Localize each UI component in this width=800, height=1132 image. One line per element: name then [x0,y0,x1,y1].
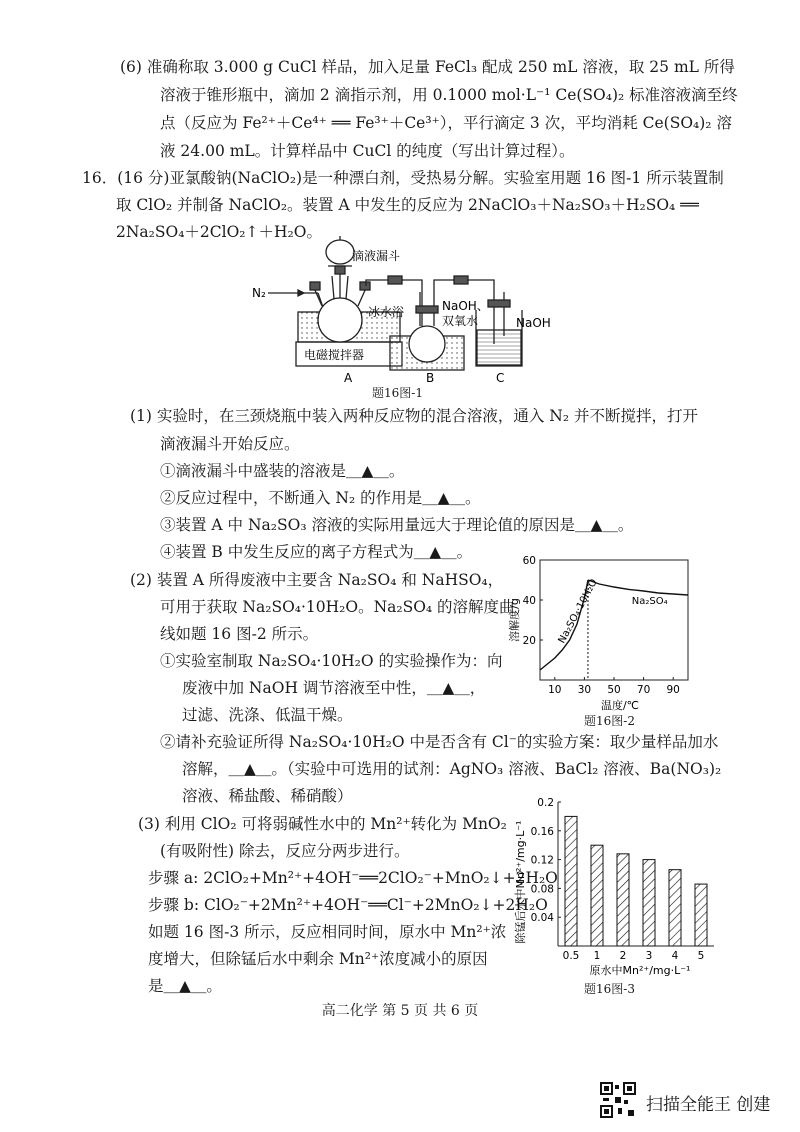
flask-b [409,326,445,362]
q15-6-line1: (6) 准确称取 3.000 g CuCl 样品，加入足量 FeCl₃ 配成 250 mL 溶液，取 25 mL 所得 [120,58,735,76]
p3-line2: (有吸附性) 除去，反应分两步进行。 [160,842,410,860]
q15-6-line3: 点（反应为 Fe²⁺＋Ce⁴⁺ ══ Fe³⁺＋Ce³⁺），平行滴定 3 次，平均消耗 Ce(SO₄)₂ 溶 [160,114,732,132]
series-label-decahydrate: Na₂SO₄·10H₂O [556,577,600,646]
series-line-1 [588,580,688,595]
x-tick-label: 4 [671,950,679,962]
naoh-label: NaOH [516,316,551,330]
bar-0.5 [565,816,577,946]
scanner-watermark: 扫描全能王 创建 [646,1095,771,1115]
p3-line1: (3) 利用 ClO₂ 可将弱碱性水中的 Mn²⁺转化为 MnO₂ [138,815,507,833]
p2-line9: 溶液、稀盐酸、稀硝酸） [182,787,353,805]
p2-line5: 废液中加 NaOH 调节溶液至中性，＿▲＿， [182,679,486,697]
x-axis-label: 原水中Mn²⁺/mg·L⁻¹ [589,964,691,977]
p2-line6: 过滤、洗涤、低温干燥。 [182,706,353,724]
funnel-label: 滴液漏斗 [352,249,401,263]
p1-line2: 滴液漏斗开始反应。 [160,435,300,453]
n2-label: N₂ [252,286,266,300]
n2-arrow-head [298,290,304,296]
q15-6-line2: 溶液于锥形瓶中，滴加 2 滴指示剂，用 0.1000 mol·L⁻¹ Ce(SO₄)₂ 标准溶液滴至终 [160,86,738,104]
p3-step-a: 步骤 a: 2ClO₂+Mn²⁺+4OH⁻══2ClO₂⁻+MnO₂↓+2H₂O [148,869,558,887]
x-tick-label: 50 [607,684,621,696]
ice-bath-label: 冰水浴 [368,305,405,319]
x-tick-label: 0.5 [562,950,580,962]
x-tick-label: 30 [577,684,592,696]
x-tick-label: 90 [666,684,680,696]
p2-line3: 线如题 16 图-2 所示。 [160,625,319,643]
q15-6-line4: 液 24.00 mL。计算样品中 CuCl 的纯度（写出计算过程）。 [160,142,575,160]
p3-line5: 如题 16 图-3 所示，反应相同时间，原水中 Mn²⁺浓 [148,923,507,941]
x-axis-label: 温度/℃ [600,699,640,712]
p1-line1: (1) 实验时，在三颈烧瓶中装入两种反应物的混合溶液，通入 N₂ 并不断搅拌，打开 [130,407,699,425]
p2-line4: ①实验室制取 Na₂SO₄·10H₂O 的实验操作为：向 [160,652,503,670]
fig16-1-caption: 题16图-1 [372,386,423,400]
x-tick-label: 2 [619,950,627,962]
y-tick-label: 20 [522,635,536,647]
p3-line7: 是＿▲＿。 [148,977,222,995]
y-tick-label: 0.2 [537,797,554,809]
p1-sub2: ②反应过程中，不断通入 N₂ 的作用是＿▲＿。 [160,489,481,507]
p2-line8: 溶解，＿▲＿。（实验中可选用的试剂：AgNO₃ 溶液、BaCl₂ 溶液、Ba(NO₃)₂ [182,760,722,778]
bar-3 [643,860,655,946]
y-tick-label: 0.08 [530,883,554,896]
y-tick-label: 0.04 [530,912,554,925]
x-tick-label: 10 [548,684,562,696]
p2-line7: ②请补充验证所得 Na₂SO₄·10H₂O 中是否含有 Cl⁻的实验方案：取少量样品加水 [160,733,719,751]
y-axis-label: 除锰后水中Mn²⁺/mg·L⁻¹ [514,820,527,944]
p1-sub1: ①滴液漏斗中盛装的溶液是＿▲＿。 [160,462,405,480]
qr-code-icon [600,1082,636,1118]
fig16-2-caption: 题16图-2 [584,714,635,728]
label-c: C [496,371,505,385]
p1-sub3: ③装置 A 中 Na₂SO₃ 溶液的实际用量远大于理论值的原因是＿▲＿。 [160,516,634,534]
three-neck-flask-a [318,298,362,342]
solubility-chart [506,552,696,730]
y-axis-label: 溶解度/g [508,598,521,642]
dropping-funnel [326,240,354,264]
bar-5 [695,884,707,946]
stirrer-label: 电磁搅拌器 [304,348,365,362]
x-tick-label: 1 [593,950,601,962]
page-footer: 高二化学 第 5 页 共 6 页 [321,1003,479,1019]
manganese-bar-chart [508,796,722,984]
q16-stem-line3: 2Na₂SO₄＋2ClO₂↑＋H₂O。 [116,223,322,241]
x-tick-label: 3 [645,950,653,962]
naoh-h2o2-label-2: 双氧水 [442,314,479,328]
x-tick-label: 5 [697,950,705,962]
p2-line1: (2) 装置 A 所得废液中主要含 Na₂SO₄ 和 NaHSO₄， [130,571,504,589]
y-tick-label: 0.16 [530,825,554,838]
p3-step-b: 步骤 b: ClO₂⁻+2Mn²⁺+4OH⁻══Cl⁻+2MnO₂↓+2H₂O [148,896,548,914]
naoh-h2o2-label-1: NaOH、 [442,299,489,313]
p2-line2: 可用于获取 Na₂SO₄·10H₂O。Na₂SO₄ 的溶解度曲 [160,598,515,616]
apparatus-figure [240,236,570,396]
p1-sub4: ④装置 B 中发生反应的离子方程式为＿▲＿。 [160,543,473,561]
x-tick-label: 70 [636,684,651,696]
p3-line6: 度增大，但除锰后水中剩余 Mn²⁺浓度减小的原因 [148,950,488,968]
bar-4 [669,870,681,946]
q16-stem-line1: 16．(16 分)亚氯酸钠(NaClO₂)是一种漂白剂，受热易分解。实验室用题 16 图-1 所示装置制 [82,169,724,187]
y-tick-label: 60 [522,555,536,567]
bar-1 [591,845,603,946]
fig16-3-caption: 题16图-3 [584,982,635,996]
label-b: B [426,371,435,385]
bar-2 [617,854,629,946]
q16-stem-line2: 取 ClO₂ 并制备 NaClO₂。装置 A 中发生的反应为 2NaClO₃＋Na₂SO₃＋H₂SO₄ ══ [116,196,699,214]
label-a: A [344,371,353,385]
series-label-anhydrous: Na₂SO₄ [631,596,668,607]
plot-frame [540,560,688,680]
y-tick-label: 0.12 [530,854,554,867]
y-tick-label: 40 [522,595,536,607]
